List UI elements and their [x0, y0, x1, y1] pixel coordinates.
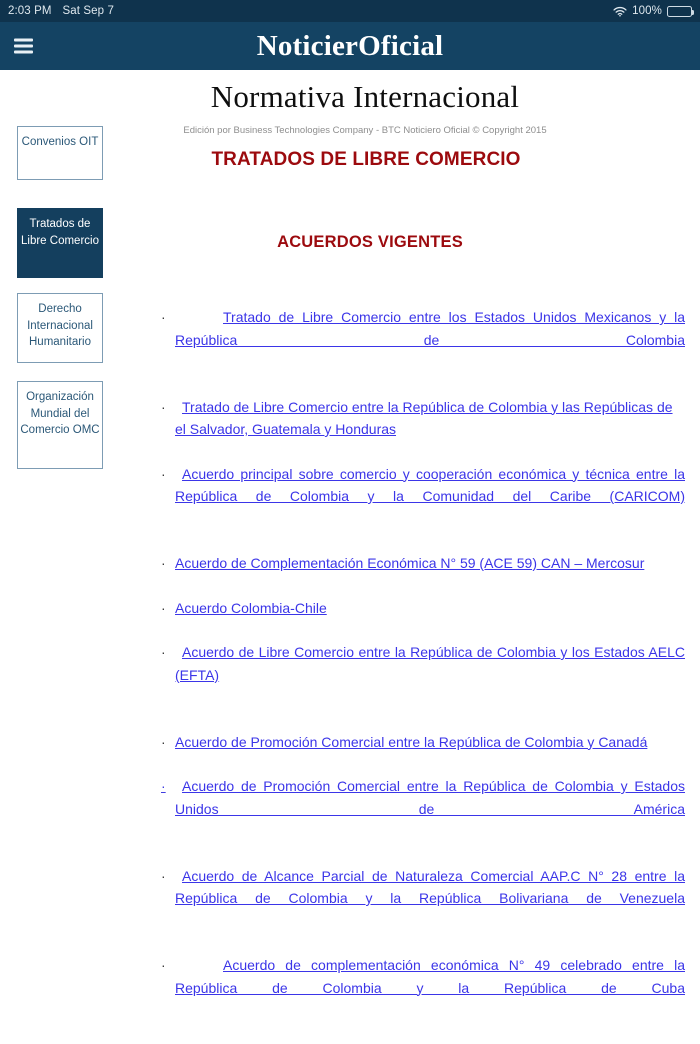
list-item — [155, 775, 685, 843]
sidebar-item-tratados-libre-comercio[interactable] — [17, 208, 103, 278]
sidebar-item-label: Derecho Internacional Humanitario — [27, 303, 93, 349]
agreement-link[interactable]: Acuerdo de Promoción Comercial entre la República de Colombia y Canadá — [175, 733, 648, 750]
agreement-link[interactable]: Acuerdo principal sobre comercio y cooperación económica y técnica entre la República de Colombia y la Comunidad del Caribe (CARICOM) — [175, 465, 685, 504]
battery-full-icon — [667, 6, 692, 17]
list-bullet: · — [161, 599, 166, 616]
list-item — [155, 306, 685, 374]
list-bullet: · — [161, 398, 166, 415]
hamburger-menu-icon[interactable] — [14, 39, 33, 54]
battery-percent: 100% — [632, 5, 662, 17]
section-title: TRATADOS DE LIBRE COMERCIO — [211, 149, 521, 170]
list-item — [155, 552, 685, 575]
agreement-link[interactable]: Acuerdo de Complementación Económica N° 59 (ACE 59) CAN – Mercosur — [175, 555, 645, 571]
list-item — [155, 463, 685, 531]
sidebar-item-derecho-internacional-humanitario[interactable] — [17, 293, 103, 363]
sidebar-item-convenios-oit[interactable] — [17, 126, 103, 180]
agreement-link[interactable]: Acuerdo de Libre Comercio entre la República de Colombia y los Estados AELC (EFTA) — [175, 644, 685, 683]
status-bar-right — [613, 5, 692, 17]
subsection-title: ACUERDOS VIGENTES — [277, 233, 463, 251]
app-brand-title: NoticierOficial — [256, 29, 444, 62]
page-body — [0, 70, 700, 996]
list-bullet: · — [161, 867, 166, 884]
wifi-icon — [613, 6, 627, 17]
page-title: Normativa Internacional — [210, 79, 520, 114]
sidebar-item-label: Convenios OIT — [21, 136, 99, 148]
status-bar-left — [8, 5, 114, 17]
agreement-link[interactable]: Acuerdo de complementación económica N° 49 celebrado entre la República de Colombia y la República de Cuba — [175, 957, 685, 996]
list-item — [155, 731, 685, 754]
list-item — [155, 396, 685, 441]
agreement-link[interactable]: Acuerdo de Promoción Comercial entre la República de Colombia y Estados Unidos de América — [175, 778, 685, 817]
status-bar — [0, 0, 700, 22]
status-time: 2:03 PM — [8, 5, 52, 17]
agreement-link[interactable]: Acuerdo Colombia-Chile — [175, 599, 327, 616]
list-item — [155, 954, 685, 1022]
status-date: Sat Sep 7 — [62, 5, 114, 17]
list-bullet: · — [161, 644, 166, 660]
list-bullet: · — [161, 465, 166, 482]
page-credit-line: Edición por Business Technologies Company - BTC Noticiero Oficial © Copyright 2015 — [183, 125, 547, 136]
list-bullet: · — [161, 309, 166, 325]
list-item — [155, 641, 685, 709]
list-bullet: · — [161, 555, 166, 571]
list-item — [155, 865, 685, 933]
list-bullet: · — [161, 957, 166, 973]
list-item — [155, 597, 685, 620]
sidebar-item-organizacion-mundial-comercio[interactable] — [17, 381, 103, 469]
sidebar-item-label: Tratados de Libre Comercio — [21, 218, 99, 247]
list-bullet: · — [161, 778, 166, 794]
agreement-link[interactable]: Tratado de Libre Comercio entre los Estados Unidos Mexicanos y la República de Colombia — [175, 309, 685, 348]
agreements-link-list — [155, 306, 685, 1044]
app-navbar — [0, 22, 700, 70]
agreement-link[interactable]: Acuerdo de Alcance Parcial de Naturaleza Comercial AAP.C N° 28 entre la República de Colombia y la República Bolivariana de Venezuela — [175, 867, 685, 906]
agreement-link[interactable]: Tratado de Libre Comercio entre la República de Colombia y las Repúblicas de el Salvador, Guatemala y Honduras — [175, 398, 673, 437]
sidebar-item-label: Organización Mundial del Comercio OMC — [20, 391, 100, 437]
list-bullet: · — [161, 733, 166, 750]
